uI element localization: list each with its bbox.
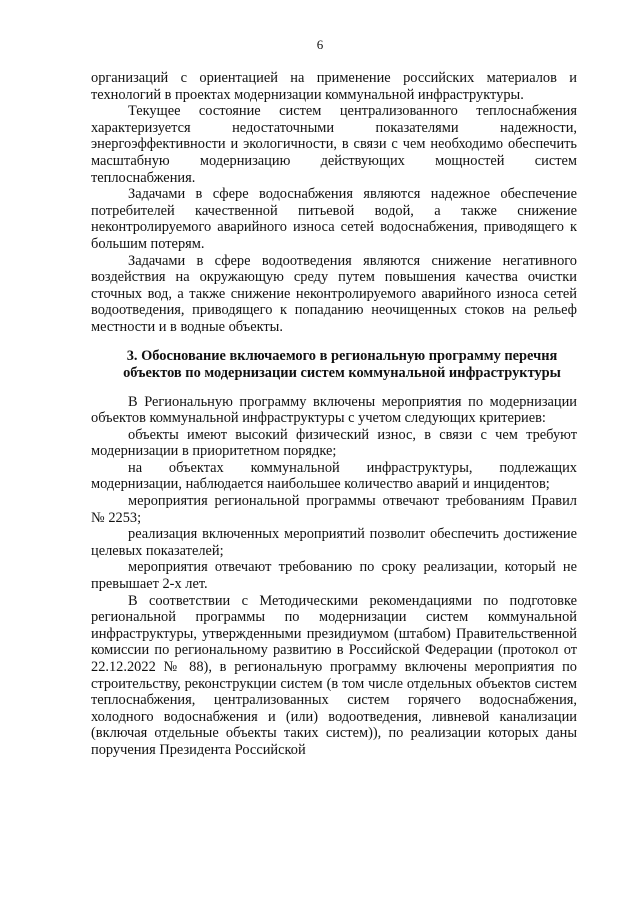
section-heading: 3. Обоснование включаемого в региональную программу перечня объектов по модернизации систем коммунальной инфраструктуры bbox=[123, 347, 561, 381]
paragraph-criteria-intro: В Региональную программу включены мероприятия по модернизации объектов коммунальной инфраструктуры с учетом следующих критериев: bbox=[91, 393, 577, 427]
criterion-rules-compliance: мероприятия региональной программы отвечают требованиям Правил № 2253; bbox=[91, 493, 577, 526]
page-number: 6 bbox=[316, 37, 324, 52]
page-body bbox=[91, 70, 577, 759]
paragraph-heat-supply: Текущее состояние систем централизованного теплоснабжения характеризуется недостаточными показателями надежности, энергоэффективности и экологичности, в связи с чем необходимо обеспечить масштабную модернизацию действующих мощностей систем теплоснабжения. bbox=[91, 103, 577, 186]
criterion-accidents: на объектах коммунальной инфраструктуры, подлежащих модернизации, наблюдается наибольшее количество аварий и инцидентов; bbox=[91, 459, 577, 493]
criterion-physical-wear: объекты имеют высокий физический износ, в связи с чем требуют модернизации в приоритетном порядке; bbox=[91, 426, 577, 460]
criterion-implementation-term: мероприятия отвечают требованию по сроку реализации, который не превышает 2-х лет. bbox=[91, 559, 577, 593]
spacer bbox=[91, 382, 577, 394]
paragraph-continuation: организаций с ориентацией на применение российских материалов и технологий в проектах модернизации коммунальной инфраструктуры. bbox=[91, 70, 577, 103]
spacer bbox=[91, 336, 577, 348]
paragraph-water-supply: Задачами в сфере водоснабжения являются надежное обеспечение потребителей качественной питьевой водой, а также снижение неконтролируемого аварийного износа сетей водоснабжения, приводящего к большим потерям. bbox=[91, 186, 577, 252]
paragraph-water-disposal: Задачами в сфере водоотведения являются снижение негативного воздействия на окружающую среду путем повышения качества очистки сточных вод, а также снижение неконтролируемого аварийного износа сетей водоотведения, приводящего к попаданию неочищенных стоков на рельеф местности и в водные объекты. bbox=[91, 252, 577, 335]
paragraph-methodical-recommendations: В соответствии с Методическими рекомендациями по подготовке региональной программы по модернизации систем коммунальной инфраструктуры, утвержденными президиумом (штабом) Правительственной комиссии по региональному развитию в Российской Федерации (протокол от 22.12.2022 № 88), в региональную программу включены мероприятия по строительству, реконструкции систем (в том числе отдельных объектов систем теплоснабжения, централизованных систем горячего водоснабжения, холодного водоснабжения и (или) водоотведения, ливневой канализации (включая отдельные объекты таких систем)), по реализации которых даны поручения Президента Российской bbox=[91, 592, 577, 758]
criterion-target-indicators: реализация включенных мероприятий позволит обеспечить достижение целевых показателей; bbox=[91, 526, 577, 559]
